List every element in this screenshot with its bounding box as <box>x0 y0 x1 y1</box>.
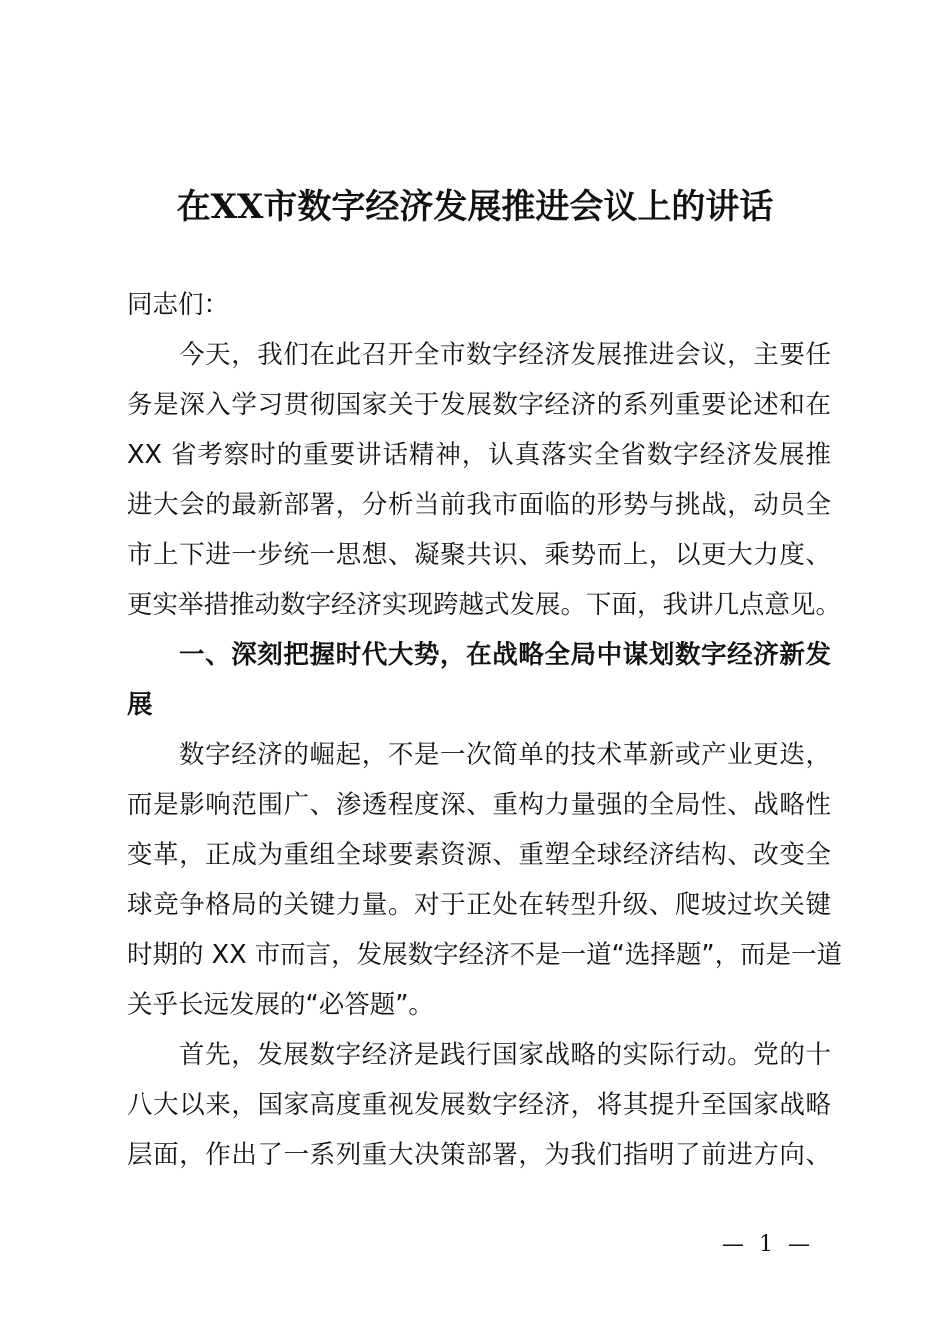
text-line: 球竞争格局的关键力量。对于正处在转型升级、爬坡过坎关键 <box>127 890 831 920</box>
text-line: 而是影响范围广、渗透程度深、重构力量强的全局性、战略性 <box>127 790 831 820</box>
text-line: 时期的 XX 市而言，发展数字经济不是一道“选择题”，而是一道 <box>127 940 843 970</box>
text-line: 市上下进一步统一思想、凝聚共识、乘势而上，以更大力度、 <box>127 540 831 570</box>
text-line: 首先，发展数字经济是践行国家战略的实际行动。党的十 <box>179 1040 831 1070</box>
text-line: 八大以来，国家高度重视发展数字经济，将其提升至国家战略 <box>127 1090 831 1120</box>
section-heading-1 <box>127 630 831 730</box>
text-line: 务是深入学习贯彻国家关于发展数字经济的系列重要论述和在 <box>127 390 831 420</box>
salutation: 同志们： <box>127 290 230 320</box>
paragraph-first-point <box>127 1030 831 1180</box>
page-number: — 1 — <box>722 1232 814 1257</box>
text-line: 层面，作出了一系列重大决策部署，为我们指明了前进方向、 <box>127 1140 831 1170</box>
document-body <box>127 280 843 1180</box>
text-line: XX 省考察时的重要讲话精神，认真落实全省数字经济发展推 <box>127 440 831 470</box>
text-line: 进大会的最新部署，分析当前我市面临的形势与挑战，动员全 <box>127 490 831 520</box>
text-line: 一、深刻把握时代大势，在战略全局中谋划数字经济新发 <box>179 640 831 670</box>
text-line: 数字经济的崛起，不是一次简单的技术革新或产业更迭， <box>179 740 831 770</box>
text-line: 变革，正成为重组全球要素资源、重塑全球经济结构、改变全 <box>127 840 831 870</box>
paragraph-digital-economy <box>127 730 843 1030</box>
text-line: 展 <box>127 690 153 720</box>
text-line: 更实举措推动数字经济实现跨越式发展。下面，我讲几点意见。 <box>127 590 842 620</box>
document-title: 在XX市数字经济发展推进会议上的讲话 <box>176 187 774 227</box>
paragraph-intro <box>127 330 842 630</box>
text-line: 今天，我们在此召开全市数字经济发展推进会议，主要任 <box>179 340 831 370</box>
text-line: 关乎长远发展的“必答题”。 <box>127 990 434 1020</box>
